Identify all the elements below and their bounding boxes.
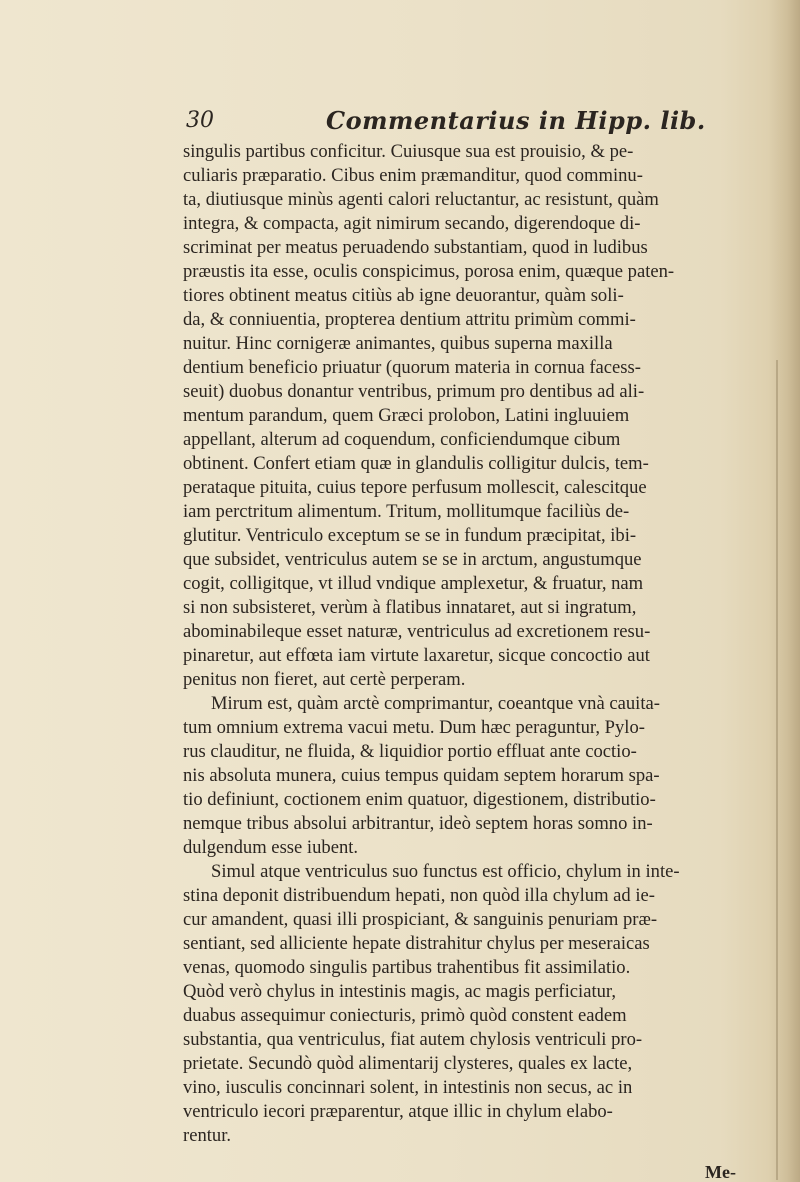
text-line: ventriculo iecori præparentur, atque illic in chylum elabo- [183,1101,613,1122]
text-line: dentium beneficio priuatur (quorum materia in cornua facess- [183,357,641,378]
paragraph-start-line: Simul atque ventriculus suo functus est officio, chylum in inte- [211,861,680,882]
text-line: tiores obtinent meatus citiùs ab igne deuorantur, quàm soli- [183,285,624,306]
page-number: 30 [186,108,214,133]
text-line: mentum parandum, quem Græci prolobon, Latini ingluuiem [183,405,630,426]
text-line: vino, iusculis concinnari solent, in intestinis non secus, ac in [183,1077,633,1098]
text-line: dulgendum esse iubent. [183,837,359,858]
text-line: tio definiunt, coctionem enim quatuor, digestionem, distributio- [183,789,656,810]
text-line: stina deponit distribuendum hepati, non quòd illa chylum ad ie- [183,885,655,906]
text-line: nuitur. Hinc cornigeræ animantes, quibus superna maxilla [183,333,613,354]
text-line: ta, diutiusque minùs agenti calori reluctantur, ac resistunt, quàm [183,189,659,210]
running-title: Commentarius in Hipp. lib. [326,106,706,135]
text-line: glutitur. Ventriculo exceptum se se in fundum præcipitat, ibi- [183,525,637,546]
text-line: cogit, colligitque, vt illud vndique amplexetur, & fruatur, nam [183,573,644,594]
text-line: seuit) duobus donantur ventribus, primum pro dentibus ad ali- [183,381,645,402]
text-line: præustis ita esse, oculis conspicimus, porosa enim, quæque paten- [183,261,675,282]
text-line: obtinent. Confert etiam quæ in glandulis colligitur dulcis, tem- [183,453,649,474]
text-line: rus clauditur, ne fluida, & liquidior portio effluat ante coctio- [183,741,637,762]
text-line: que subsidet, ventriculus autem se se in arctum, angustumque [183,549,642,570]
text-line: abominabileque esset naturæ, ventriculus ad excretionem resu- [183,621,651,642]
paragraph-start-line: Mirum est, quàm arctè comprimantur, coeantque vnà cauita- [211,693,660,714]
text-line: da, & conniuentia, propterea dentium attritu primùm commi- [183,309,636,330]
text-line: prietate. Secundò quòd alimentarij clysteres, quales ex lacte, [183,1053,633,1074]
text-line: singulis partibus conficitur. Cuiusque sua est prouisio, & pe- [183,141,634,162]
text-line: penitus non fieret, aut certè perperam. [183,669,466,690]
text-line: venas, quomodo singulis partibus trahentibus fit assimilatio. [183,957,631,978]
body-text [183,140,778,1148]
text-line: nis absoluta munera, cuius tempus quidam septem horarum spa- [183,765,660,786]
text-line: scriminat per meatus peruadendo substantiam, quod in ludibus [183,237,648,258]
text-line: appellant, alterum ad coquendum, conficiendumque cibum [183,429,621,450]
catchword: Me- [705,1162,736,1182]
text-line: duabus assequimur coniecturis, primò quòd constent eadem [183,1005,627,1026]
text-line: si non subsisteret, verùm à flatibus innataret, aut si ingratum, [183,597,637,618]
text-line: sentiant, sed alliciente hepate distrahitur chylus per meseraicas [183,933,650,954]
text-line: substantia, qua ventriculus, fiat autem chylosis ventriculi pro- [183,1029,643,1050]
text-line: tum omnium extrema vacui metu. Dum hæc peraguntur, Pylo- [183,717,645,738]
text-line: culiaris præparatio. Cibus enim præmanditur, quod comminu- [183,165,643,186]
text-line: pinaretur, aut effœta iam virtute laxaretur, sicque concoctio aut [183,645,650,666]
text-line: rentur. [183,1125,232,1146]
text-line: cur amandent, quasi illi prospiciant, & sanguinis penuriam præ- [183,909,658,930]
text-line: nemque tribus absolui arbitrantur, ideò septem horas somno in- [183,813,653,834]
page-header [186,108,766,144]
text-line: iam perctritum alimentum. Tritum, mollitumque faciliùs de- [183,501,630,522]
text-line: perataque pituita, cuius tepore perfusum mollescit, calescitque [183,477,647,498]
text-line: Quòd verò chylus in intestinis magis, ac magis perficiatur, [183,981,617,1002]
text-line: integra, & compacta, agit nimirum secando, digerendoque di- [183,213,641,234]
